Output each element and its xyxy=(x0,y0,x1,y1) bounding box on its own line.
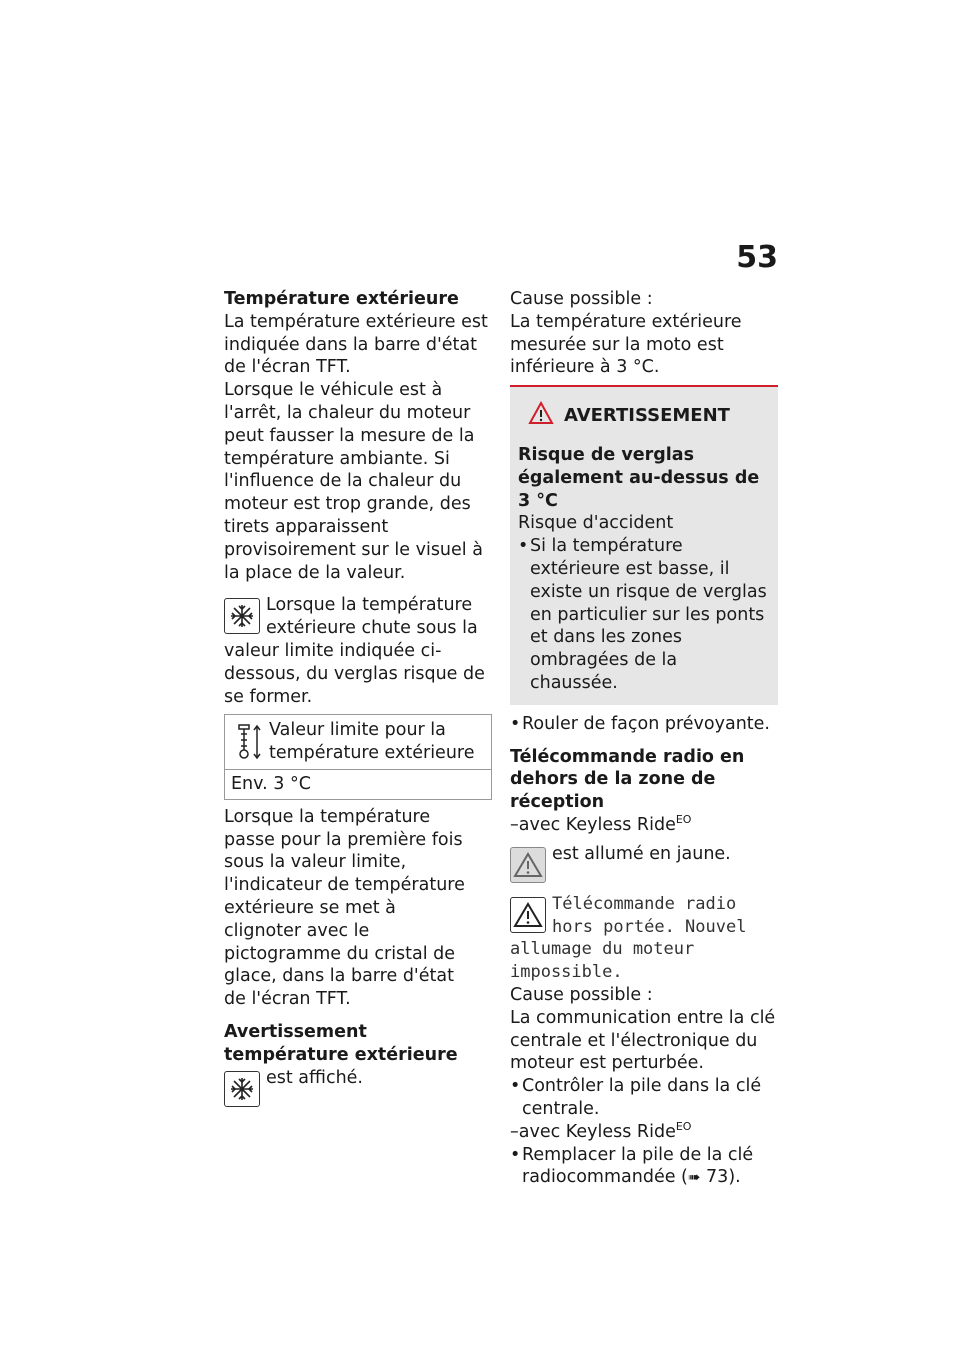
warning-box xyxy=(510,385,778,705)
warning-triangle-icon xyxy=(510,897,546,933)
paragraph: Lorsque la température passe pour la première fois sous la valeur limite, l'indicateur de température extérieure se met à clignoter avec le pictogramme du cristal de glace, dans la barre d'état de l'écran TFT. xyxy=(224,806,465,1010)
display-message: Télécommande radio hors portée. Nouvel allumage du moteur impossible. xyxy=(510,893,747,983)
option-superscript: EO xyxy=(675,1119,692,1133)
snowflake-icon xyxy=(224,598,260,634)
paragraph: est affiché. xyxy=(266,1067,363,1088)
paragraph: La communication entre la clé centrale et l'électronique du moteur est perturbée. xyxy=(510,1007,776,1074)
page-reference-arrow-icon: ➠ xyxy=(687,1168,701,1187)
paragraph: Cause possible : xyxy=(510,984,653,1005)
warning-title: AVERTISSEMENT xyxy=(564,405,730,427)
model-condition: –avec Keyless Ride xyxy=(510,814,676,835)
warning-subtitle: Risque d'accident xyxy=(518,513,674,534)
warning-triangle-icon xyxy=(528,401,554,432)
table-value: Env. 3 °C xyxy=(231,773,311,794)
option-superscript: EO xyxy=(675,813,692,827)
bullet-item: • Contrôler la pile dans la clé centrale. xyxy=(510,1075,778,1121)
table-label: Valeur limite pour la température extérieure xyxy=(269,720,475,764)
warning-bullet: • Si la température extérieure est basse, il existe un risque de verglas en particulier sur les ponts et dans les zones ombragées de la chaussée. xyxy=(518,535,770,695)
page-number: 53 xyxy=(736,240,778,275)
warning-heading: Risque de verglas également au-dessus de 3 °C xyxy=(518,444,760,511)
section-heading-outside-temp: Température extérieure xyxy=(224,289,459,309)
right-column xyxy=(510,288,778,1189)
bullet-item: • Rouler de façon prévoyante. xyxy=(510,713,778,736)
paragraph: est allumé en jaune. xyxy=(552,843,731,864)
section-heading-temp-warning: Avertissement température extérieure xyxy=(224,1021,458,1065)
section-heading-radio-remote: Télécommande radio en dehors de la zone de réception xyxy=(510,746,745,813)
model-condition: –avec Keyless Ride xyxy=(510,1121,676,1142)
paragraph: Lorsque la température extérieure chute sous la valeur limite indiquée ci-dessous, du verglas risque de se former. xyxy=(224,595,485,707)
warning-triangle-icon xyxy=(510,847,546,883)
paragraph: La température extérieure est indiquée dans la barre d'état de l'écran TFT. xyxy=(224,311,488,378)
paragraph: Cause possible : xyxy=(510,289,653,309)
page-reference[interactable]: 73 xyxy=(706,1167,729,1188)
paragraph: Lorsque le véhicule est à l'arrêt, la chaleur du moteur peut fausser la mesure de la température ambiante. Si l'influence de la chaleur du moteur est trop grande, des tirets apparaissent provisoirement sur le visuel à la place de la valeur. xyxy=(224,380,483,583)
left-column xyxy=(224,288,492,1109)
bullet-item: • Remplacer la pile de la clé radiocommandée (➠ 73). xyxy=(510,1144,778,1190)
limit-value-table xyxy=(224,714,492,799)
snowflake-icon xyxy=(224,1071,260,1107)
thermometer-icon xyxy=(231,719,269,765)
paragraph: La température extérieure mesurée sur la moto est inférieure à 3 °C. xyxy=(510,311,742,378)
